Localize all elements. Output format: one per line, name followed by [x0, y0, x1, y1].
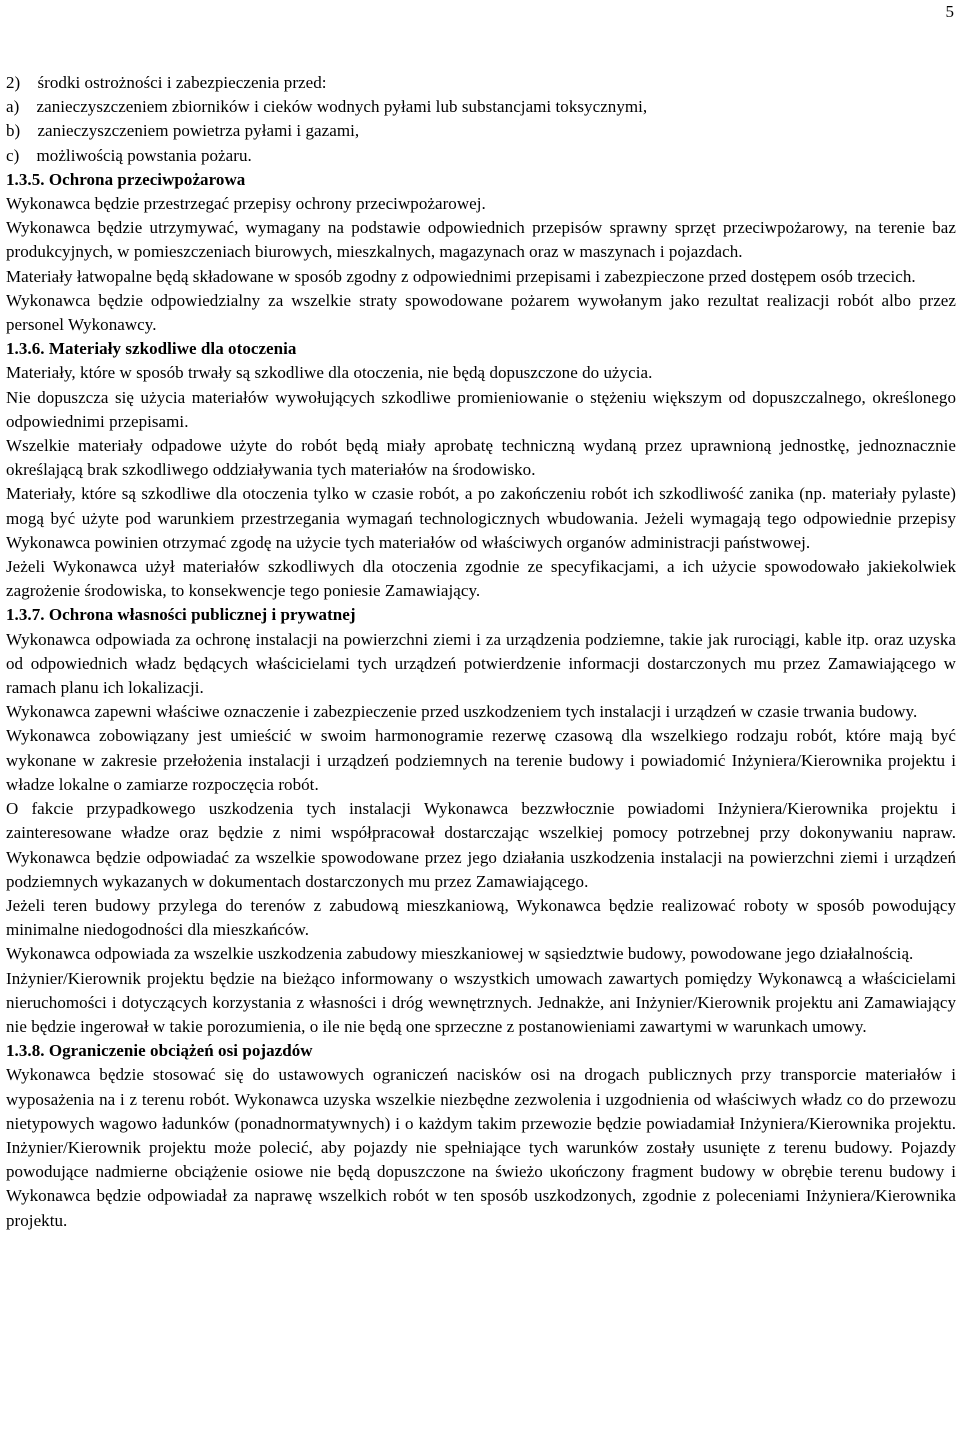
paragraph: Inżynier/Kierownik projektu będzie na bieżąco informowany o wszystkich umowach zawartych pomiędzy Wykonawcą a właścicielami nieruchomości i dotyczących korzystania z własności i dróg wewnętrznych. Jednakże, ani Inżynier/Kierownik projektu ani Zamawiający nie będzie ingerował w takie porozumienia, o ile nie będą one sprzeczne z postanowieniami zawartymi w warunkach umowy. — [6, 968, 956, 1036]
paragraph: Wykonawca odpowiada za ochronę instalacji na powierzchni ziemi i za urządzenia podziemne, takie jak rurociągi, kable itp. oraz uzyska od odpowiednich władz będących właścicielami tych urządzeń potwierdzenie informacji dostarczonych mu przez Zamawiającego w ramach planu ich lokalizacji. — [6, 629, 956, 698]
paragraph: 2) środki ostrożności i zabezpieczenia przed: — [6, 73, 327, 92]
paragraph: Nie dopuszcza się użycia materiałów wywołujących szkodliwe promieniowanie o stężeniu większym od dopuszczalnego, określonego odpowiednimi przepisami. — [6, 387, 956, 431]
paragraph: Materiały, które w sposób trwały są szkodliwe dla otoczenia, nie będą dopuszczone do użycia. — [6, 363, 653, 383]
paragraph: Jeżeli teren budowy przylega do terenów z zabudową mieszkaniową, Wykonawca będzie realizować roboty w sposób powodujący minimalne niedogodności dla mieszkańców. — [6, 895, 956, 940]
section-heading: 1.3.8. Ograniczenie obciążeń osi pojazdów — [6, 1041, 313, 1061]
paragraph: Wykonawca będzie odpowiedzialny za wszelkie straty spowodowane pożarem wywołanym jako rezultat realizacji robót albo przez personel Wykonawcy. — [6, 290, 956, 335]
paragraph: Jeżeli Wykonawca użył materiałów szkodliwych dla otoczenia zgodnie ze specyfikacjami, a ich użycie spowodowało jakiekolwiek zagrożenie środowiska, to konsekwencje tego poniesie Zamawiający. — [6, 557, 956, 601]
paragraph: Materiały łatwopalne będą składowane w sposób zgodny z odpowiednimi przepisami i zabezpieczone przed dostępem osób trzecich. — [6, 266, 916, 286]
section-heading: 1.3.5. Ochrona przeciwpożarowa — [6, 169, 246, 189]
paragraph: Wykonawca będzie stosować się do ustawowych ograniczeń nacisków osi na drogach publicznych przy transporcie materiałów i wyposażenia na i z terenu robót. Wykonawca uzyska wszelkie niezbędne zezwolenia i uzgodnienia od właściwych władz co do przewozu nietypowych wagowo ładunków (ponadnormatywnych) i o każdym takim przewozie będzie powiadamiał Inżyniera/Kierownika projektu. Inżynier/Kierownik projektu może polecić, aby pojazdy nie spełniające tych warunków zostały usunięte z terenu budowy. Pojazdy powodujące nadmierne obciążenie osiowe nie będą dopuszczone na świeżo ukończony fragment budowy w obrębie terenu budowy i Wykonawca będzie odpowiadał za naprawę wszelkich robót w ten sposób uszkodzonych, zgodnie z poleceniami Inżyniera/Kierownika projektu. — [6, 1065, 956, 1230]
paragraph: Materiały, które są szkodliwe dla otoczenia tylko w czasie robót, a po zakończeniu robót ich szkodliwość zanika (np. materiały pylaste) mogą być użyte pod warunkiem przestrzegania wymagań technologicznych wbudowania. Jeżeli wymagają tego odpowiednie przepisy Wykonawca powinien otrzymać zgodę na użycie tych materiałów od właściwych organów administracji państwowej. — [6, 484, 956, 552]
document-body — [6, 71, 956, 1233]
paragraph: Wykonawca odpowiada za wszelkie uszkodzenia zabudowy mieszkaniowej w sąsiedztwie budowy, powodowane jego działalnością. — [6, 944, 914, 964]
paragraph: Wykonawca zobowiązany jest umieścić w swoim harmonogramie rezerwę czasową dla wszelkiego rodzaju robót, które mają być wykonane w zakresie przełożenia instalacji i urządzeń podziemnych na terenie budowy i powiadomić Inżyniera/Kierownika projektu i władze lokalne o zamiarze rozpoczęcia robót. — [6, 726, 956, 794]
page-number: 5 — [945, 2, 954, 21]
paragraph: b) zanieczyszczeniem powietrza pyłami i gazami, — [6, 121, 360, 141]
section-heading: 1.3.6. Materiały szkodliwe dla otoczenia — [6, 339, 297, 359]
paragraph: Wykonawca zapewni właściwe oznaczenie i zabezpieczenie przed uszkodzeniem tych instalacji i urządzeń w czasie trwania budowy. — [6, 702, 918, 722]
paragraph: Wykonawca będzie utrzymywać, wymagany na podstawie odpowiednich przepisów sprawny sprzęt przeciwpożarowy, na terenie baz produkcyjnych, w pomieszczeniach biurowych, mieszkalnych, magazynach oraz w maszynach i pojazdach. — [6, 218, 956, 262]
section-heading: 1.3.7. Ochrona własności publicznej i prywatnej — [6, 605, 356, 625]
paragraph: c) możliwością powstania pożaru. — [6, 145, 252, 165]
paragraph: Wszelkie materiały odpadowe użyte do robót będą miały aprobatę techniczną wydaną przez uprawnioną jednostkę, jednoznacznie określającą brak szkodliwego oddziaływania tych materiałów na środowisko. — [6, 436, 956, 480]
paragraph: Wykonawca będzie przestrzegać przepisy ochrony przeciwpożarowej. — [6, 194, 486, 214]
paragraph: O fakcie przypadkowego uszkodzenia tych instalacji Wykonawca bezzwłocznie powiadomi Inżyniera/Kierownika projektu i zainteresowane władze oraz będzie z nimi współpracował dostarczając wszelkiej pomocy potrzebnej przy dokonywaniu napraw. Wykonawca będzie odpowiadać za wszelkie spowodowane przez jego działania uszkodzenia instalacji na powierzchni ziemi i urządzeń podziemnych wykazanych w dokumentach dostarczonych mu przez Zamawiającego. — [6, 799, 956, 891]
paragraph: a) zanieczyszczeniem zbiorników i cieków wodnych pyłami lub substancjami toksycznymi, — [6, 97, 648, 117]
